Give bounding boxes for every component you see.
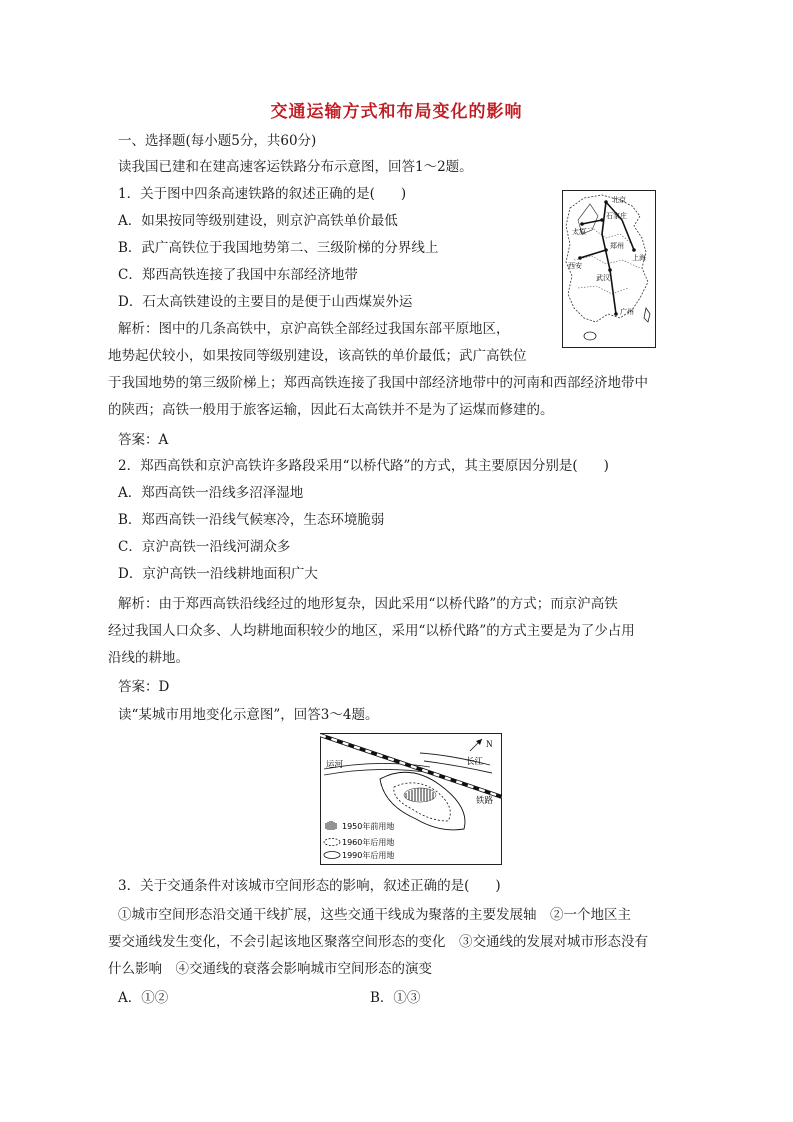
legend-1950: 1950年前用地 (342, 822, 395, 831)
river-label: 长江 (466, 757, 484, 767)
map-city-wuhan: 武汉 (596, 274, 610, 282)
map-city-shijiazhuang: 石家庄 (606, 212, 627, 220)
question-2-text: 2．郑西高铁和京沪高铁许多路段采用“以桥代路”的方式，其主要原因分别是( (118, 458, 578, 474)
map-city-shanghai: 上海 (632, 254, 646, 262)
q1-answer: 答案：A (118, 432, 169, 448)
map-city-guangzhou: 广州 (620, 308, 634, 316)
q3-statement-line-1: ①城市空间形态沿交通干线扩展，这些交通干线成为聚落的主要发展轴 ②一个地区主 (118, 907, 631, 923)
question-2-bracket: ) (603, 458, 609, 474)
q3-statement-line-2: 要交通线发生变化，不会引起该地区聚落空间形态的变化 ③交通线的发展对城市形态没有 (108, 934, 648, 950)
question-3-bracket: ) (495, 878, 501, 894)
map-city-xian: 西安 (568, 262, 582, 270)
map-city-taiyuan: 太原 (572, 228, 586, 236)
question-1-bracket: ) (400, 186, 407, 202)
legend-1960: 1960年后用地 (342, 838, 395, 847)
page-title: 交通运输方式和布局变化的影响 (270, 102, 523, 122)
q2-analysis-line-3: 沿线的耕地。 (108, 650, 189, 666)
q1-analysis-line-1: 解析：图中的几条高铁中，京沪高铁全部经过我国东部平原地区， (118, 321, 510, 337)
q1-option-d: D．石太高铁建设的主要目的是便于山西煤炭外运 (118, 294, 413, 310)
high-speed-rail-map (562, 190, 656, 348)
map-city-zhengzhou: 郑州 (610, 242, 624, 250)
question-intro-1-2: 读我国已建和在建高速客运铁路分布示意图，回答1～2题。 (118, 159, 473, 175)
q1-option-c: C．郑西高铁连接了我国中东部经济地带 (118, 267, 358, 283)
question-intro-3-4: 读“某城市用地变化示意图”，回答3～4题。 (118, 707, 379, 723)
q1-option-a: A．如果按同等级别建设，则京沪高铁单价最低 (118, 213, 398, 229)
q2-option-a: A．郑西高铁一沿线多沼泽湿地 (118, 485, 304, 501)
north-label: N (486, 739, 493, 749)
question-2-stem (118, 456, 609, 476)
question-1-text: 1．关于图中四条高速铁路的叙述正确的是( (118, 186, 375, 202)
q2-analysis-line-1: 解析：由于郑西高铁沿线经过的地形复杂，因此采用“以桥代路”的方式；而京沪高铁 (118, 596, 618, 612)
q1-analysis-line-2: 地势起伏较小，如果按同等级别建设，该高铁的单价最低；武广高铁位 (108, 348, 527, 364)
q2-option-d: D．京沪高铁一沿线耕地面积广大 (118, 566, 318, 582)
q1-analysis-line-3: 于我国地势的第三级阶梯上；郑西高铁连接了我国中部经济地带中的河南和西部经济地带中 (108, 375, 648, 391)
section-heading: 一、选择题(每小题5分，共60分) (118, 133, 317, 149)
q2-option-c: C．京沪高铁一沿线河湖众多 (118, 539, 291, 555)
question-3-text: 3．关于交通条件对该城市空间形态的影响，叙述正确的是( (118, 878, 470, 894)
canal-label: 运河 (326, 760, 344, 770)
city-land-use-map (320, 733, 502, 865)
q3-option-a: A．①② (118, 990, 169, 1006)
q2-option-b: B．郑西高铁一沿线气候寒冷，生态环境脆弱 (118, 512, 385, 528)
question-1-stem (118, 184, 406, 204)
map-city-beijing: 北京 (612, 196, 626, 204)
q1-option-b: B．武广高铁位于我国地势第二、三级阶梯的分界线上 (118, 240, 439, 256)
q3-statement-line-3: 什么影响 ④交通线的衰落会影响城市空间形态的演变 (108, 961, 432, 977)
legend-1990: 1990年后用地 (342, 851, 395, 860)
railway-label: 铁路 (476, 796, 494, 806)
q2-answer: 答案：D (118, 679, 170, 695)
q2-analysis-line-2: 经过我国人口众多、人均耕地面积较少的地区，采用“以桥代路”的方式主要是为了少占用 (108, 623, 635, 639)
q1-analysis-line-4: 的陕西；高铁一般用于旅客运输，因此石太高铁并不是为了运煤而修建的。 (108, 402, 554, 418)
q3-option-b: B．①③ (370, 990, 421, 1006)
question-3-stem (118, 876, 501, 896)
